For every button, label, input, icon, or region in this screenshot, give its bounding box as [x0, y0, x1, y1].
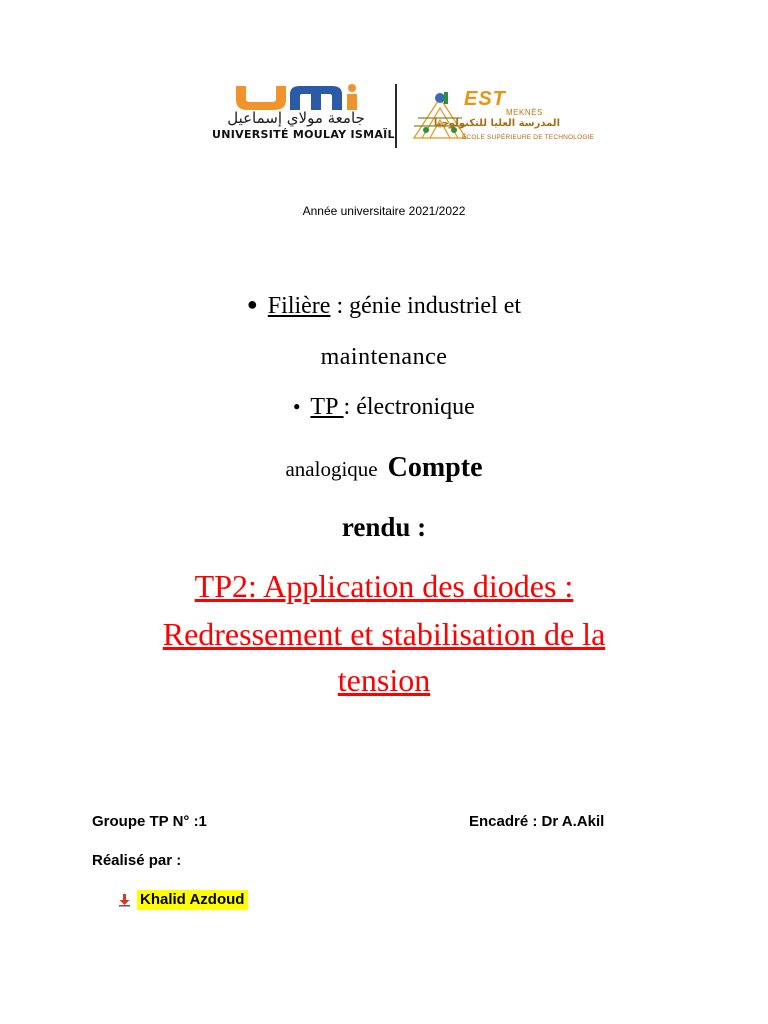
bullet-icon: ● — [293, 399, 301, 413]
est-city: MEKNÈS — [506, 108, 543, 117]
tp-line — [0, 394, 768, 421]
member-item — [118, 890, 248, 910]
filiere-label: Filière — [267, 293, 331, 319]
umi-logo — [212, 84, 395, 146]
member-name: Khalid Azdoud — [137, 890, 248, 910]
tp-title-line-3: tension — [337, 662, 431, 698]
filiere-line — [0, 293, 768, 320]
report-word-1: Compte — [387, 452, 483, 483]
est-arabic-name: المدرسة العليا للتكنولوجيا — [433, 118, 560, 129]
logo-divider — [395, 84, 397, 148]
tp-value: : électronique — [343, 394, 475, 420]
umi-mark-icon — [234, 84, 374, 112]
supervisor: Encadré : Dr A.Akil — [469, 813, 605, 830]
filiere-value-cont: maintenance — [320, 344, 448, 370]
groupe-tp: Groupe TP N° :1 — [92, 813, 207, 830]
tp-title-line-2: Redressement et stabilisation de la — [162, 616, 606, 652]
report-word-2: rendu : — [341, 512, 427, 542]
tp-value-cont-line — [0, 452, 768, 484]
est-logo — [410, 84, 595, 148]
umi-arabic-name: جامعة مولاي إسماعيل — [227, 109, 365, 127]
est-latin-name: ÉCOLE SUPÉRIEURE DE TECHNOLOGIE — [462, 134, 595, 141]
tp-title-line-1: TP2: Application des diodes : — [194, 568, 574, 604]
bullet-icon: ● — [246, 294, 258, 314]
tp-value-cont: analogique — [285, 457, 378, 481]
umi-latin-name: UNIVERSITÉ MOULAY ISMAÏL — [212, 128, 395, 141]
filiere-value: : génie industriel et — [330, 293, 522, 319]
est-acronym: EST — [464, 88, 506, 110]
realise-par: Réalisé par : — [92, 852, 182, 869]
arrow-down-icon — [118, 893, 131, 907]
academic-year: Année universitaire 2021/2022 — [302, 204, 466, 218]
tp-label: TP — [310, 394, 344, 420]
